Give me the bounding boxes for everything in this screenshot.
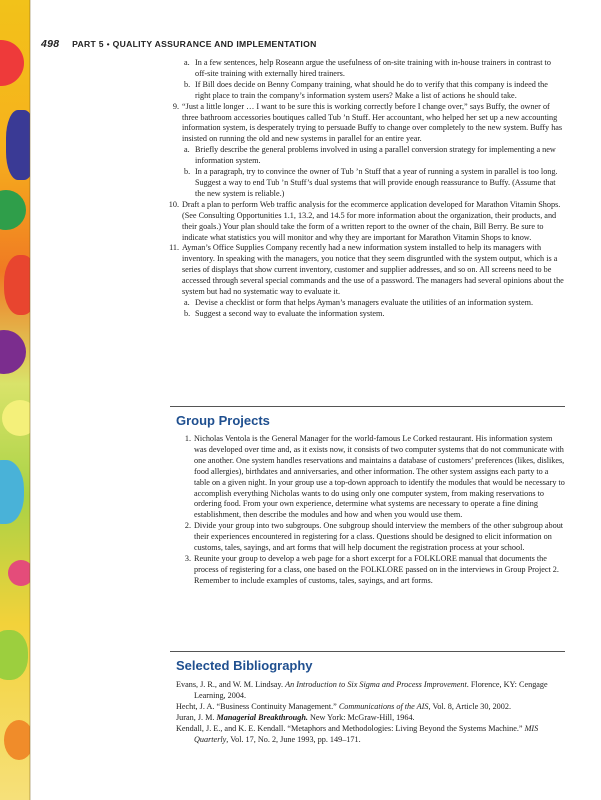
item-text: “Just a little longer … I want to be sure this is working correctly before I change over,” says Buffy, the owner of three bathroom accessories boutiques called Tub ’n Stuff. Her accountant, who helped her set up a new accounting information system, is desperately trying to persuade Buffy to change over completely to the new system. Buffy has insisted on running the old and new systems in parallel for an entire year. <box>182 101 563 144</box>
art-shape <box>8 560 30 586</box>
entry-publication: . Florence, KY: Cengage Learning, 2004. <box>194 680 548 700</box>
group-projects-list <box>182 434 565 587</box>
item-text: Ayman’s Office Supplies Company recently had a new information system installed to help its managers with inventory. In speaking with the managers, you notice that they seem disgruntled with the system output, which is a series of displays that show current inventory, customer and supplier addresses, and so on. All screens need to be accessed through several special commands and the use of a password. The managers had several opinions about the system but had no systematic way to evaluate it. <box>182 243 564 297</box>
item-number: 1. <box>184 434 191 443</box>
project-item <box>182 521 565 554</box>
entry-authors: Kendall, J. E., and K. E. Kendall. “Metaphors and Methodologies: Living Beyond the Systems Machine.” <box>176 723 525 733</box>
sub-item-text: Suggest a second way to evaluate the information system. <box>195 308 385 318</box>
running-header <box>41 38 317 50</box>
art-shape <box>0 630 28 680</box>
bibliography-heading: Selected Bibliography <box>176 658 313 673</box>
item-text: Divide your group into two subgroups. One subgroup should interview the members of the other subgroup about their experiences encountered in registering for a class. Questions should be designed to elicit information on customs, tales, sayings, and art forms that will help document the registration process at your school. <box>194 521 564 553</box>
decorative-art-strip <box>0 0 30 800</box>
item-number: 10. <box>168 199 179 209</box>
art-shape <box>2 400 30 436</box>
sub-item-label: b. <box>184 167 191 177</box>
exercise-item <box>170 243 565 319</box>
sub-item-label: a. <box>184 145 190 155</box>
sub-item <box>182 167 565 200</box>
art-shape <box>0 190 26 230</box>
exercise-item <box>170 200 565 244</box>
header-bullet: • <box>106 39 110 49</box>
sub-item <box>170 80 565 102</box>
page-number: 498 <box>41 38 60 50</box>
strip-divider <box>29 0 31 800</box>
bibliography-entry <box>176 724 565 746</box>
sub-item-text: In a few sentences, help Roseann argue the usefulness of on-site training with in-house trainers in contrast to off-site training with externally hired trainers. <box>195 58 551 78</box>
art-shape <box>0 460 24 524</box>
entry-publication: , Vol. 17, No. 2, June 1993, pp. 149–171. <box>226 734 361 744</box>
part-label: PART 5 <box>72 39 104 49</box>
section-rule <box>170 651 565 652</box>
item-text: Draft a plan to perform Web traffic analysis for the ecommerce application developed for Marathon Vitamin Shops. (See Consulting Opportunities 1.1, 13.2, and 14.5 for more information about the organization, their products, and their goals.) Your plan should take the form of a written report to the owner of the chain, Bill Berry. Be sure to indicate what statistics you will monitor and why they are important for Marathon Vitamin Shops to know. <box>182 199 561 242</box>
entry-title: An Introduction to Six Sigma and Process Improvement <box>285 680 467 689</box>
bibliography-entry <box>176 702 565 713</box>
sub-item-text: In a paragraph, try to convince the owner of Tub ’n Stuff that a year of running a system in parallel is too long. Suggest a way to end Tub ’n Stuff’s dual systems that will provide enough reassurance to Buffy. (Assume that the new system is reliable.) <box>195 167 558 198</box>
item-text: Nicholas Ventola is the General Manager for the world-famous Le Corked restaurant. His information system was developed over time and, as it exists now, it consists of two computer systems that do not communicate with one another. One system handles reservations and maintains a database of customers’ preferences (likes, dislikes, food allergies), birthdates and anniversaries, and other information. The other system assigns each party to a table on a given night. In your group use a top-down approach to identify the modules that would be necessary to accomplish everything Nicholas wants to do using only one computer system, from making reservations to ordering food. From your own experience, determine what systems are necessary to operate a fine dining establishment, then describe the modules and how and when you would use them. <box>194 434 565 520</box>
bibliography-list <box>176 680 565 745</box>
sub-item-text: If Bill does decide on Benny Company training, what should he do to verify that this company is indeed the right place to train the company’s information system users? Make a list of actions he should take. <box>195 79 548 100</box>
item-number: 3. <box>184 553 191 563</box>
project-item <box>182 554 565 587</box>
item-number: 11. <box>169 243 179 253</box>
section-rule <box>170 406 565 407</box>
section-label: QUALITY ASSURANCE AND IMPLEMENTATION <box>112 39 317 49</box>
art-shape <box>0 330 26 374</box>
entry-publication: New York: McGraw-Hill, 1964. <box>307 712 415 722</box>
sub-item <box>182 298 565 309</box>
entry-title: Communications of the AIS <box>338 701 429 711</box>
entry-publication: , Vol. 8, Article 30, 2002. <box>428 701 511 711</box>
sub-item-label: b. <box>184 308 191 318</box>
entry-authors: Evans, J. R., and W. M. Lindsay. <box>176 680 286 689</box>
entry-title: MIS Quarterly <box>194 723 539 744</box>
entry-title: Managerial Breakthrough. <box>216 712 308 722</box>
sub-item-label: a. <box>184 58 190 67</box>
sub-item-text: Devise a checklist or form that helps Ayman’s managers evaluate the utilities of an information system. <box>195 297 534 307</box>
item-number: 2. <box>184 521 191 531</box>
bibliography-entry <box>176 713 565 724</box>
exercises-continued <box>170 58 565 320</box>
sub-item-label: b. <box>184 79 191 89</box>
art-shape <box>6 110 30 180</box>
item-number: 9. <box>172 101 179 111</box>
art-shape <box>4 255 30 315</box>
entry-authors: Juran, J. M. <box>176 712 217 722</box>
bibliography-entry <box>176 680 565 702</box>
group-projects-heading: Group Projects <box>176 413 270 428</box>
project-item <box>182 434 565 521</box>
sub-item-text: Briefly describe the general problems involved in using a parallel conversion strategy for implementing a new information system. <box>195 145 556 166</box>
sub-item <box>182 145 565 167</box>
sub-item <box>170 58 565 80</box>
art-shape <box>0 40 24 86</box>
entry-authors: Hecht, J. A. “Business Continuity Management.” <box>176 701 339 711</box>
art-shape <box>4 720 30 760</box>
sub-item <box>182 309 565 320</box>
item-text: Reunite your group to develop a web page for a short excerpt for a FOLKLORE manual that documents the process of registering for a class, one based on the FOLKLORE passed on in the interviews in Group Project 2. Remember to include examples of customs, tales, sayings, and art forms. <box>194 553 559 585</box>
sub-item-label: a. <box>184 297 190 307</box>
exercise-item <box>170 102 565 200</box>
